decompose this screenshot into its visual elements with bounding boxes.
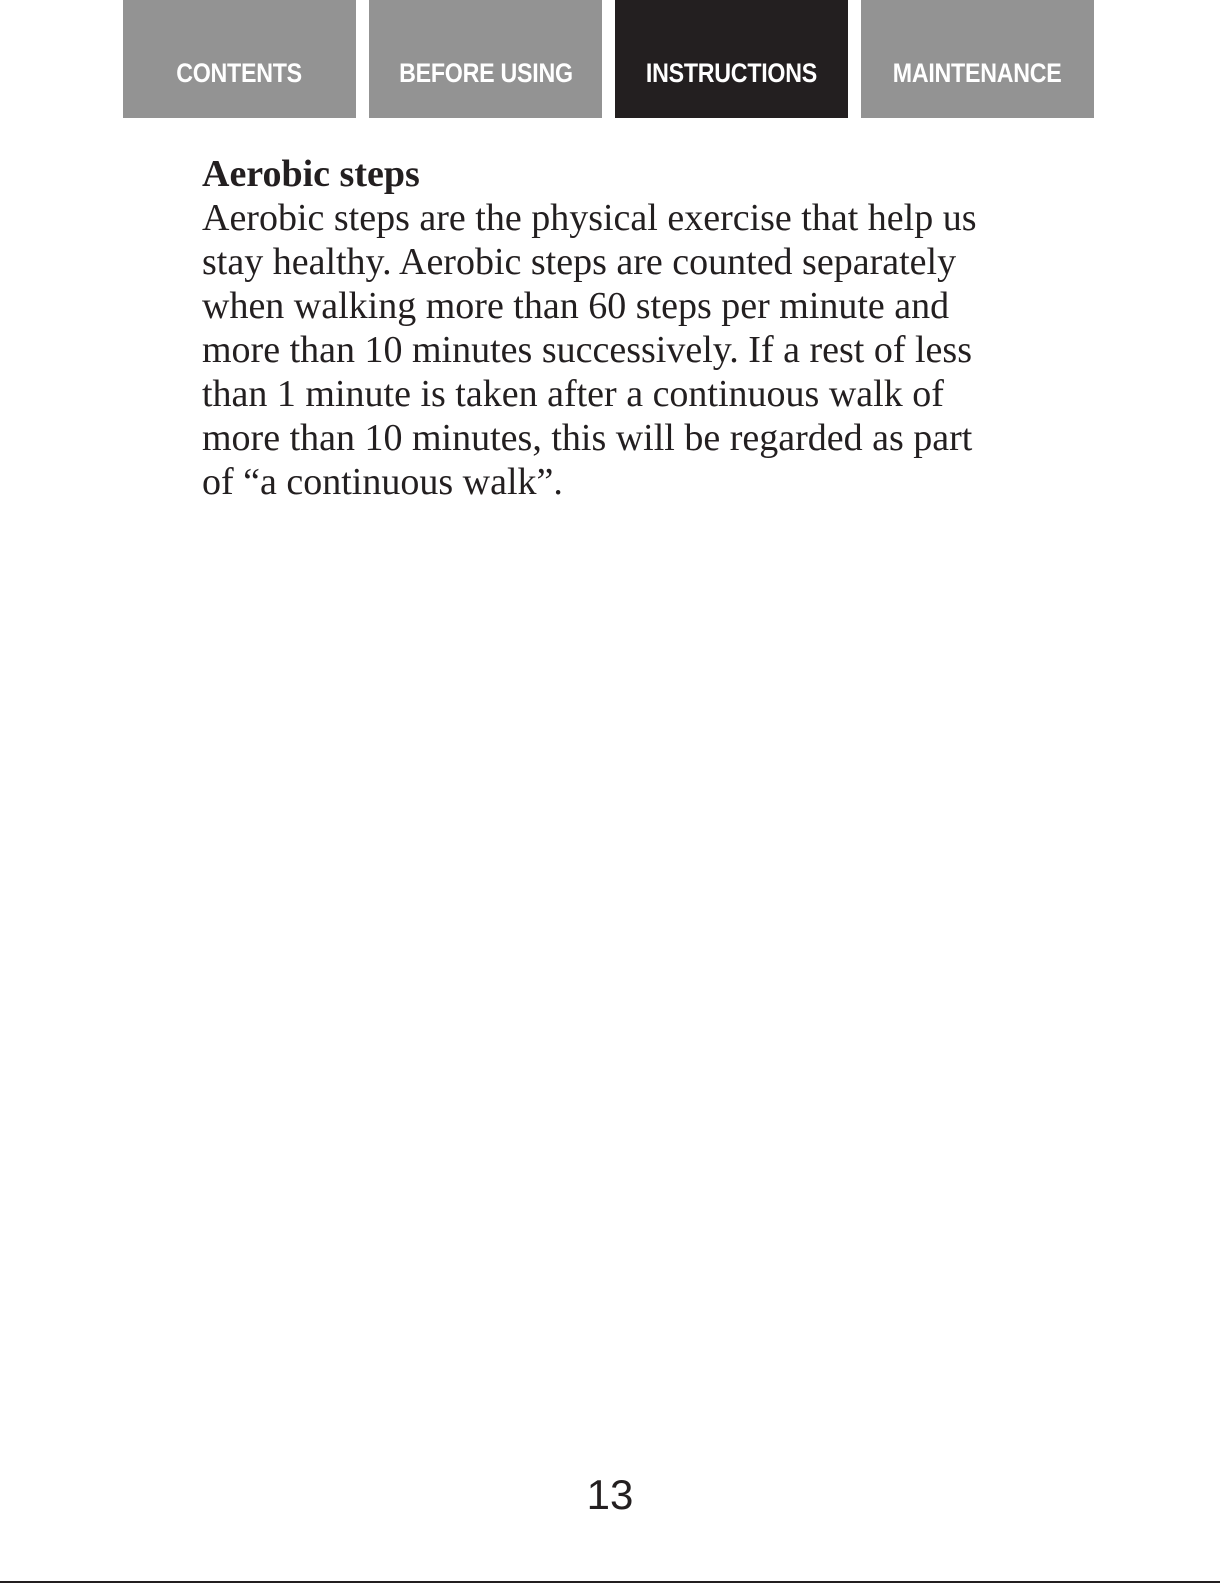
- paragraph-line: more than 10 minutes successively. If a rest of less: [202, 329, 973, 371]
- section-title: Aerobic steps: [202, 153, 420, 195]
- tab-contents-label: CONTENTS: [176, 58, 303, 88]
- section-paragraph: [202, 196, 1032, 504]
- section-tab-bar: [123, 0, 1097, 118]
- paragraph-line: than 1 minute is taken after a continuous walk of: [202, 373, 944, 415]
- section-content: [202, 152, 1032, 504]
- paragraph-line: Aerobic steps are the physical exercise that help us: [202, 197, 977, 239]
- tab-maintenance-label: MAINTENANCE: [893, 58, 1062, 88]
- tab-before-using-label: BEFORE USING: [398, 58, 573, 88]
- tab-maintenance[interactable]: [861, 0, 1094, 118]
- paragraph-line: stay healthy. Aerobic steps are counted separately: [202, 241, 957, 283]
- paragraph-line: when walking more than 60 steps per minute and: [202, 285, 950, 327]
- tab-contents[interactable]: [123, 0, 356, 118]
- page-number: 13: [586, 1471, 634, 1518]
- paragraph-line: more than 10 minutes, this will be regarded as part: [202, 417, 973, 459]
- paragraph-line: of “a continuous walk”.: [202, 461, 563, 503]
- tab-instructions-label: INSTRUCTIONS: [645, 58, 818, 88]
- tab-before-using[interactable]: [369, 0, 602, 118]
- tab-instructions[interactable]: [615, 0, 848, 118]
